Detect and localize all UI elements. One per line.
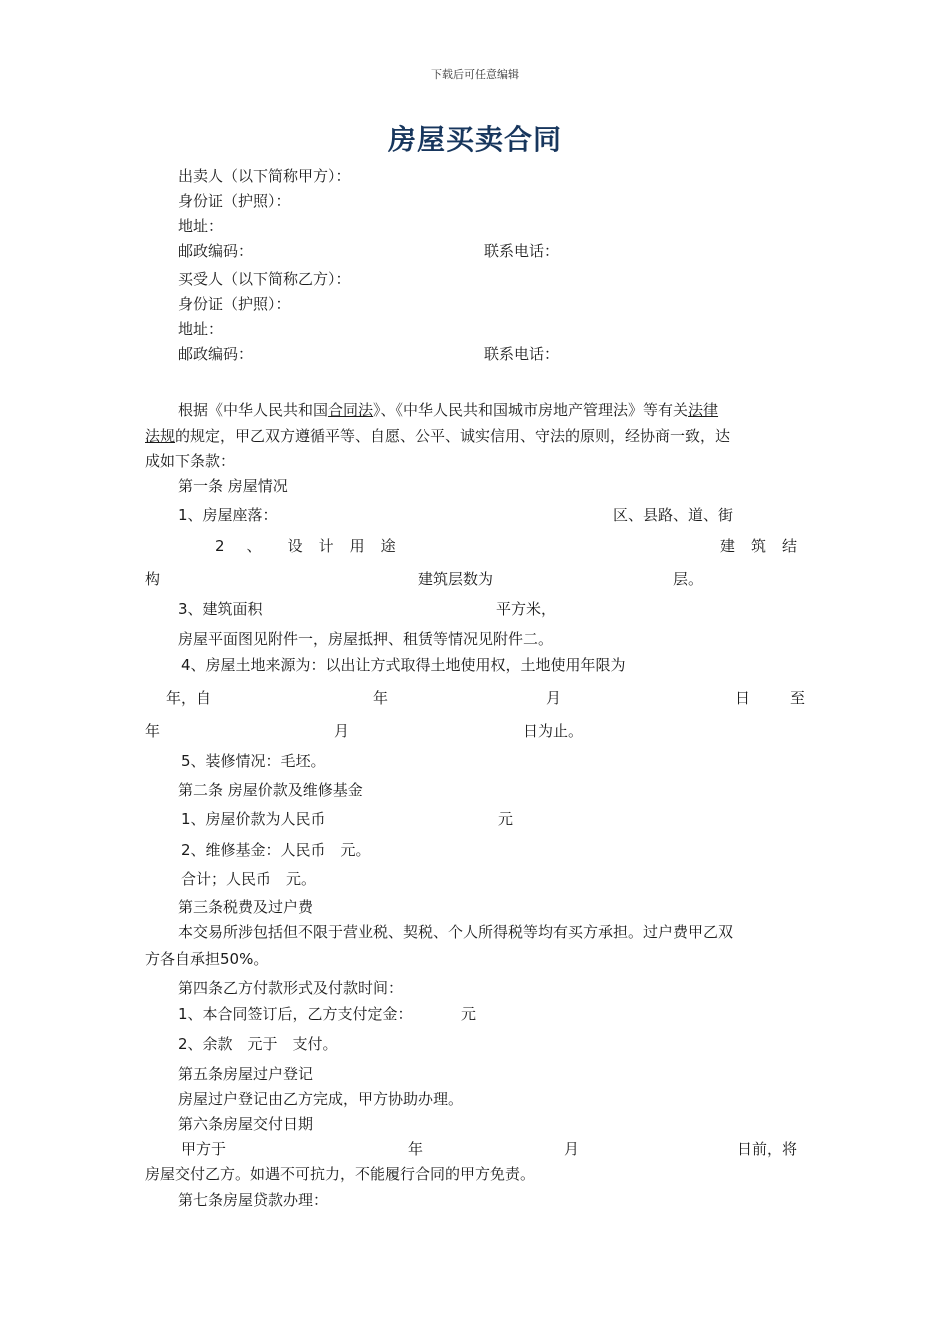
article-7-title: 第七条房屋贷款办理： (178, 1191, 329, 1209)
item-number: 1 (181, 810, 191, 828)
item-text: 、维修基金：人民币 元。 (190, 841, 371, 859)
item-text: 设 (287, 537, 303, 555)
buyer-id-label: 身份证（护照）： (178, 295, 291, 313)
item-text: 方各自承担 (145, 950, 221, 968)
location-district: 区、县路、道、街 (613, 506, 734, 524)
item-text: 、房屋土地来源为：以出让方式取得土地使用权，土地使用年限为 (190, 656, 626, 674)
buyer-phone-label: 联系电话： (484, 345, 560, 363)
period-to-year: 年 (145, 722, 161, 740)
item-text: 、本合同签订后，乙方支付定金： (187, 1005, 413, 1023)
item-text: 。 (253, 950, 269, 968)
balance-label (178, 1034, 338, 1054)
buyer-label: 买受人（以下简称乙方）： (178, 270, 351, 288)
period-from-year: 年，自 (166, 689, 212, 707)
article-4-title: 第四条乙方付款形式及付款时间： (178, 979, 404, 997)
building-structure-label (720, 536, 797, 556)
seller-address-label: 地址： (178, 217, 224, 235)
page-header: 下载后可任意编辑 (431, 68, 519, 81)
item-number: 3 (178, 600, 188, 618)
intro-text: 》、《中华人民共和国城市房地产管理法》等有关 (373, 401, 689, 419)
land-source-label (181, 655, 626, 675)
item-text: 、建筑面积 (187, 600, 263, 618)
article-3-title: 第三条税费及过户费 (178, 898, 314, 916)
contract-law-link: 合同法 (328, 401, 374, 419)
law-link: 法律 (688, 401, 719, 419)
article-6-title: 第六条房屋交付日期 (178, 1115, 314, 1133)
article-1-title: 第一条 房屋情况 (178, 477, 288, 495)
seller-label: 出卖人（以下简称甲方）： (178, 167, 351, 185)
item-text: 建 (720, 537, 736, 555)
share-percent: 50% (220, 950, 254, 968)
item-text: 结 (782, 537, 798, 555)
delivery-line-2: 房屋交付乙方。如遇不可抗力，不能履行合同的甲方免责。 (145, 1165, 536, 1183)
item-number: 4 (181, 656, 191, 674)
building-area-label (178, 599, 263, 619)
intro-text: 的规定，甲乙双方遵循平等、自愿、公平、诚实信用、守法的原则，经协商一致，达 (175, 427, 731, 445)
maintenance-fund (181, 840, 371, 860)
price-label (181, 809, 326, 829)
item-number: 5 (181, 752, 191, 770)
location-label (178, 505, 278, 525)
article-2-title: 第二条 房屋价款及维修基金 (178, 781, 363, 799)
transfer-registration: 房屋过户登记由乙方完成，甲方协助办理。 (178, 1090, 464, 1108)
area-unit: 平方米， (496, 600, 557, 618)
design-use-label (215, 536, 396, 556)
item-text: 计 (318, 537, 334, 555)
period-to-day: 日为止。 (523, 722, 584, 740)
item-text: 、装修情况：毛坯。 (190, 752, 326, 770)
item-number: 2 (181, 841, 191, 859)
page-title: 房屋买卖合同 (387, 123, 562, 156)
article-5-title: 第五条房屋过户登记 (178, 1065, 314, 1083)
buyer-postcode-label: 邮政编码： (178, 345, 254, 363)
seller-phone-label: 联系电话： (484, 242, 560, 260)
total-amount: 合计；人民币 元。 (181, 870, 317, 888)
intro-line-1 (178, 400, 806, 420)
item-text: 、房屋价款为人民币 (190, 810, 326, 828)
seller-id-label: 身份证（护照）： (178, 192, 291, 210)
delivery-year: 年 (408, 1140, 424, 1158)
item-number: 2 (215, 537, 225, 555)
item-text: 、房屋座落： (187, 506, 278, 524)
floors-unit: 层。 (673, 570, 704, 588)
deposit-label (178, 1004, 413, 1024)
intro-text: 根据《中华人民共和国 (178, 401, 329, 419)
item-text: 途 (380, 537, 396, 555)
intro-line-3: 成如下条款： (145, 452, 236, 470)
tax-line-1: 本交易所涉包括但不限于营业税、契税、个人所得税等均有买方承担。过户费甲乙双 (178, 923, 734, 941)
delivery-party: 甲方于 (181, 1140, 227, 1158)
period-from-year-unit: 年 (373, 689, 389, 707)
item-number: 2 (178, 1035, 188, 1053)
decoration-status (181, 751, 326, 771)
period-from-month: 月 (546, 689, 562, 707)
price-unit: 元 (498, 810, 514, 828)
item-number: 1 (178, 1005, 188, 1023)
item-text: 、余款 元于 支付。 (187, 1035, 338, 1053)
tax-line-2 (145, 949, 268, 969)
delivery-month: 月 (564, 1140, 580, 1158)
period-from-day: 日 (735, 689, 751, 707)
deposit-unit: 元 (461, 1005, 477, 1023)
floors-label: 建筑层数为 (418, 570, 494, 588)
structure-label-end: 构 (145, 570, 161, 588)
period-to: 至 (790, 689, 806, 707)
regulations-link: 法规 (145, 427, 176, 445)
item-text: 用 (349, 537, 365, 555)
period-to-month: 月 (334, 722, 350, 740)
intro-line-2 (145, 426, 806, 446)
buyer-address-label: 地址： (178, 320, 224, 338)
seller-postcode-label: 邮政编码： (178, 242, 254, 260)
delivery-day: 日前，将 (737, 1140, 798, 1158)
floor-plan-note: 房屋平面图见附件一，房屋抵押、租赁等情况见附件二。 (178, 630, 554, 648)
item-number: 1 (178, 506, 188, 524)
item-text: 筑 (751, 537, 767, 555)
item-text: 、 (246, 537, 262, 555)
